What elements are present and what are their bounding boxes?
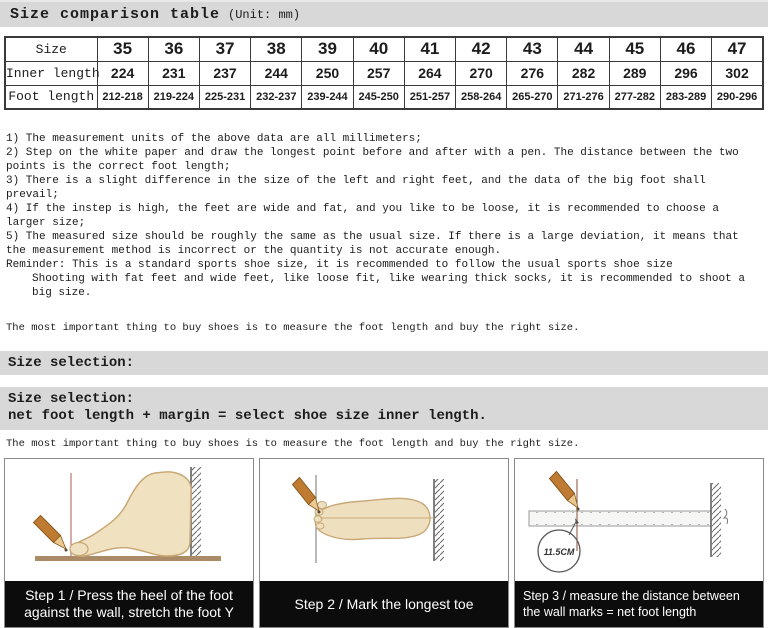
measurement-notes (6, 132, 762, 300)
inner-length-cell: 264 (404, 61, 455, 85)
step3-caption: Step 3 / measure the distance between the wall marks = net foot length (515, 581, 763, 627)
measurement-label: 11.5CM (543, 547, 575, 557)
step2-panel (259, 458, 509, 628)
inner-length-cell: 231 (148, 61, 199, 85)
note-line: 3) There is a slight difference in the size of the left and right feet, and the data of the big foot shall prevail; (6, 175, 706, 201)
inner-length-cell: 276 (507, 61, 558, 85)
foot-length-cell: 258-264 (456, 85, 507, 109)
inner-length-cell: 270 (456, 61, 507, 85)
foot-length-cell: 251-257 (404, 85, 455, 109)
note-line: 4) If the instep is high, the feet are wide and fat, and you like to be loose, it is recommended to choose a larger size; (6, 203, 719, 229)
row-label-inner-length: Inner length (5, 61, 97, 85)
note-line: 5) The measured size should be roughly the same as the usual size. If there is a large deviation, it means that the measurement method is incorrect or the quantity is not accurate enough. (6, 231, 739, 257)
foot-length-cell: 219-224 (148, 85, 199, 109)
foot-side-view-icon (5, 459, 253, 581)
size-comparison-table (4, 36, 764, 110)
inner-length-cell: 224 (97, 61, 148, 85)
foot-length-cell: 265-270 (507, 85, 558, 109)
note-line: 1) The measurement units of the above data are all millimeters; (6, 133, 422, 145)
size-cell: 43 (507, 37, 558, 61)
foot-length-cell: 225-231 (199, 85, 250, 109)
unit-label: (Unit: mm) (228, 7, 301, 22)
page-title-bar (0, 0, 768, 27)
size-selection-heading-bar (0, 351, 768, 375)
inner-length-cell: 302 (712, 61, 763, 85)
size-selection-heading: Size selection: (8, 355, 135, 371)
ruler-measure-icon (515, 459, 763, 581)
inner-length-cell: 289 (609, 61, 660, 85)
foot-length-cell: 232-237 (251, 85, 302, 109)
size-selection-formula-bar (0, 387, 768, 430)
foot-length-row (5, 85, 763, 109)
step2-caption: Step 2 / Mark the longest toe (260, 581, 508, 627)
inner-length-cell: 250 (302, 61, 353, 85)
size-cell: 39 (302, 37, 353, 61)
size-cell: 45 (609, 37, 660, 61)
foot-length-cell: 271-276 (558, 85, 609, 109)
step3-panel (514, 458, 764, 628)
foot-top-view-icon (260, 459, 508, 581)
important-note: The most important thing to buy shoes is to measure the foot length and buy the right size. (6, 322, 580, 334)
note-line: Reminder: This is a standard sports shoe size, it is recommended to follow the usual sports shoe size (6, 259, 673, 271)
foot-length-cell: 277-282 (609, 85, 660, 109)
foot-length-cell: 290-296 (712, 85, 763, 109)
size-row (5, 37, 763, 61)
size-cell: 42 (456, 37, 507, 61)
inner-length-cell: 257 (353, 61, 404, 85)
row-label-size: Size (5, 37, 97, 61)
foot-length-cell: 239-244 (302, 85, 353, 109)
size-selection-subheading: Size selection: (8, 391, 135, 407)
inner-length-cell: 296 (660, 61, 711, 85)
page-title: Size comparison table (10, 6, 221, 23)
foot-length-cell: 212-218 (97, 85, 148, 109)
size-cell: 36 (148, 37, 199, 61)
step1-illustration (5, 459, 253, 581)
size-selection-formula: net foot length + margin = select shoe size inner length. (8, 408, 487, 424)
size-cell: 35 (97, 37, 148, 61)
step1-panel (4, 458, 254, 628)
size-cell: 44 (558, 37, 609, 61)
measuring-steps-row (4, 458, 764, 628)
size-cell: 37 (199, 37, 250, 61)
size-cell: 38 (251, 37, 302, 61)
size-cell: 41 (404, 37, 455, 61)
inner-length-cell: 237 (199, 61, 250, 85)
step3-illustration (515, 459, 763, 581)
foot-length-cell: 245-250 (353, 85, 404, 109)
size-cell: 46 (660, 37, 711, 61)
step2-illustration (260, 459, 508, 581)
size-cell: 40 (353, 37, 404, 61)
note-line: Shooting with fat feet and wide feet, like loose fit, like wearing thick socks, it is recommended to shoot a big size. (32, 273, 745, 299)
note-line: 2) Step on the white paper and draw the longest point before and after with a pen. The distance between the two points is the correct foot length; (6, 147, 739, 173)
step1-caption: Step 1 / Press the heel of the foot against the wall, stretch the foot Y (5, 581, 253, 627)
inner-length-cell: 244 (251, 61, 302, 85)
row-label-foot-length: Foot length (5, 85, 97, 109)
inner-length-row (5, 61, 763, 85)
important-note-repeat: The most important thing to buy shoes is to measure the foot length and buy the right size. (6, 438, 580, 450)
foot-length-cell: 283-289 (660, 85, 711, 109)
size-cell: 47 (712, 37, 763, 61)
inner-length-cell: 282 (558, 61, 609, 85)
